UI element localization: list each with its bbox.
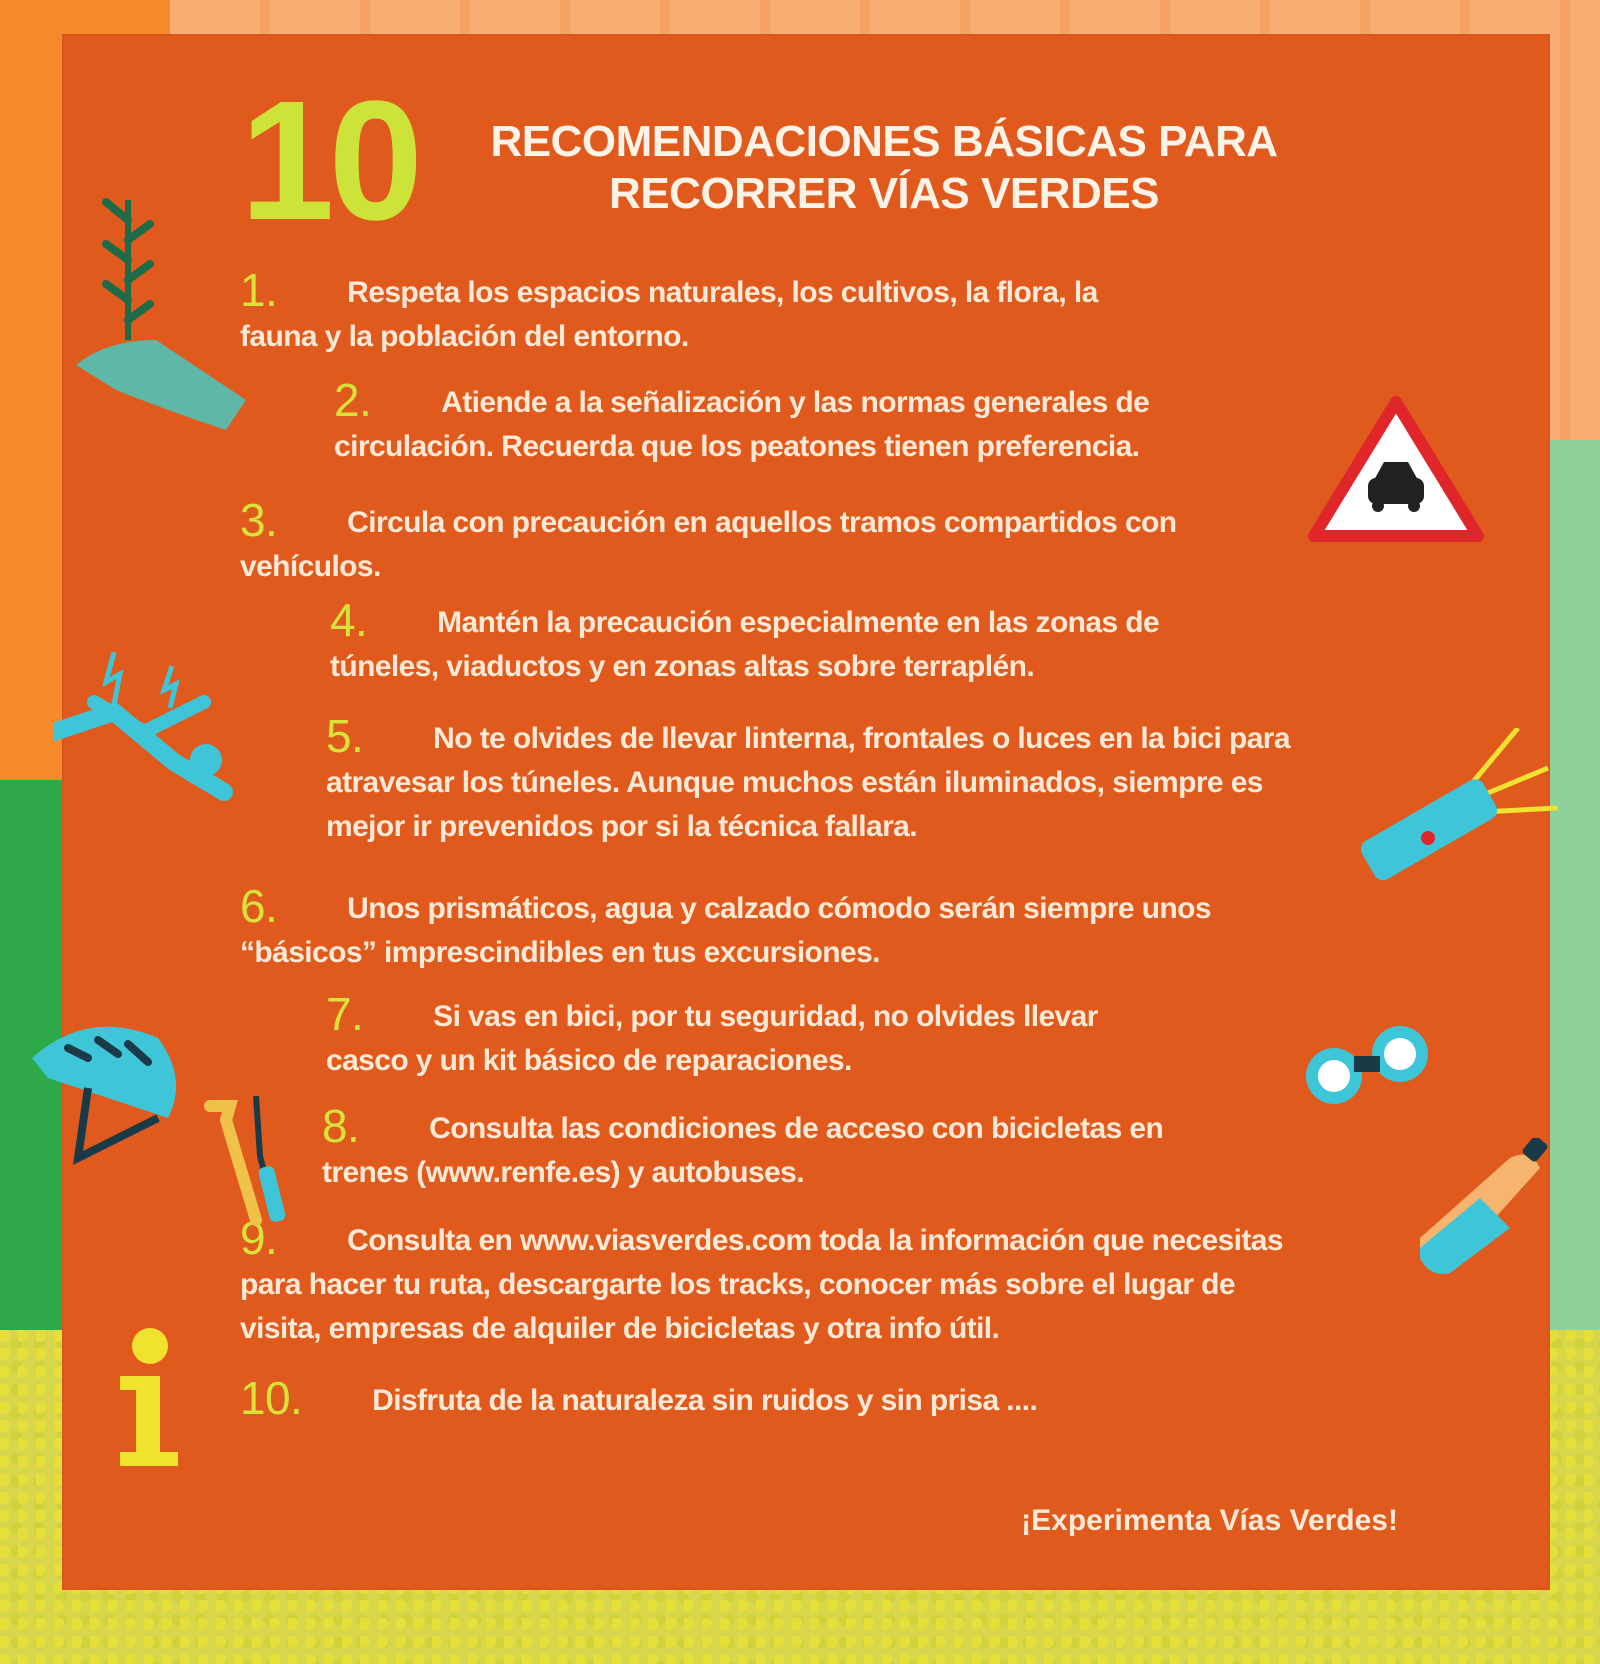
recommendation-1: [240, 264, 1170, 359]
rec-text: Consulta las condiciones de acceso con bicicletas en trenes (www.renfe.es) y autobuses.: [322, 1112, 1164, 1189]
recommendation-6: [240, 880, 1300, 975]
rec-number: 2.: [334, 374, 372, 426]
rec-text: Si vas en bici, por tu seguridad, no olvides llevar casco y un kit básico de reparaciones.: [326, 1000, 1098, 1077]
recommendation-5: [326, 710, 1306, 849]
rec-number: 9.: [240, 1212, 278, 1264]
rec-text: Respeta los espacios naturales, los cultivos, la flora, la fauna y la población del entorno.: [240, 276, 1098, 353]
warning-car-sign-icon: [1308, 396, 1484, 546]
recommendation-8: [322, 1100, 1242, 1195]
rec-text: Unos prismáticos, agua y calzado cómodo serán siempre unos “básicos” imprescindibles en tus excursiones.: [240, 892, 1211, 969]
binoculars-icon: [1304, 1020, 1434, 1110]
rec-text: Mantén la precaución especialmente en las zonas de túneles, viaductos y en zonas altas sobre terraplén.: [330, 606, 1160, 683]
info-icon: [112, 1328, 182, 1468]
recommendation-4: [330, 594, 1250, 689]
closing-slogan: ¡Experimenta Vías Verdes!: [1021, 1504, 1398, 1537]
recommendation-7: [326, 988, 1166, 1083]
bike-helmet-icon: [28, 1018, 180, 1168]
recommendation-10: [240, 1372, 1240, 1424]
big-number: 10: [240, 66, 418, 256]
rec-number: 5.: [326, 710, 364, 762]
tools-icon: [200, 1096, 296, 1226]
rec-number: 4.: [330, 594, 368, 646]
rec-text: Circula con precaución en aquellos tramos compartidos con vehículos.: [240, 506, 1177, 583]
recommendations-panel: [64, 36, 1548, 1588]
recommendation-3: [240, 494, 1200, 589]
rec-text: No te olvides de llevar linterna, frontales o luces en la bici para atravesar los túneles. Aunque muchos están iluminados, siempre es mejor ir prevenidos por si la técnica fallara.: [326, 722, 1290, 843]
rec-number: 8.: [322, 1100, 360, 1152]
rec-number: 3.: [240, 494, 278, 546]
rec-number: 6.: [240, 880, 278, 932]
rec-number: 7.: [326, 988, 364, 1040]
rec-text: Atiende a la señalización y las normas generales de circulación. Recuerda que los peatones tienen preferencia.: [334, 386, 1150, 463]
recommendation-9: [240, 1212, 1320, 1351]
recommendation-2: [334, 374, 1254, 469]
rec-text: Disfruta de la naturaleza sin ruidos y sin prisa ....: [372, 1384, 1038, 1417]
falling-person-icon: [54, 652, 244, 802]
poster-title: RECOMENDACIONES BÁSICAS PARA RECORRER VÍAS VERDES: [490, 117, 1278, 218]
rec-number: 10.: [240, 1372, 303, 1424]
plant-in-hand-icon: [76, 190, 256, 440]
flashlight-icon: [1358, 728, 1558, 898]
water-bottle-icon: [1400, 1138, 1550, 1288]
rec-number: 1.: [240, 264, 278, 316]
rec-text: Consulta en www.viasverdes.com toda la información que necesitas para hacer tu ruta, descargarte los tracks, conocer más sobre el lugar de visita, empresas de alquiler de bicicletas y otra info útil.: [240, 1224, 1283, 1345]
